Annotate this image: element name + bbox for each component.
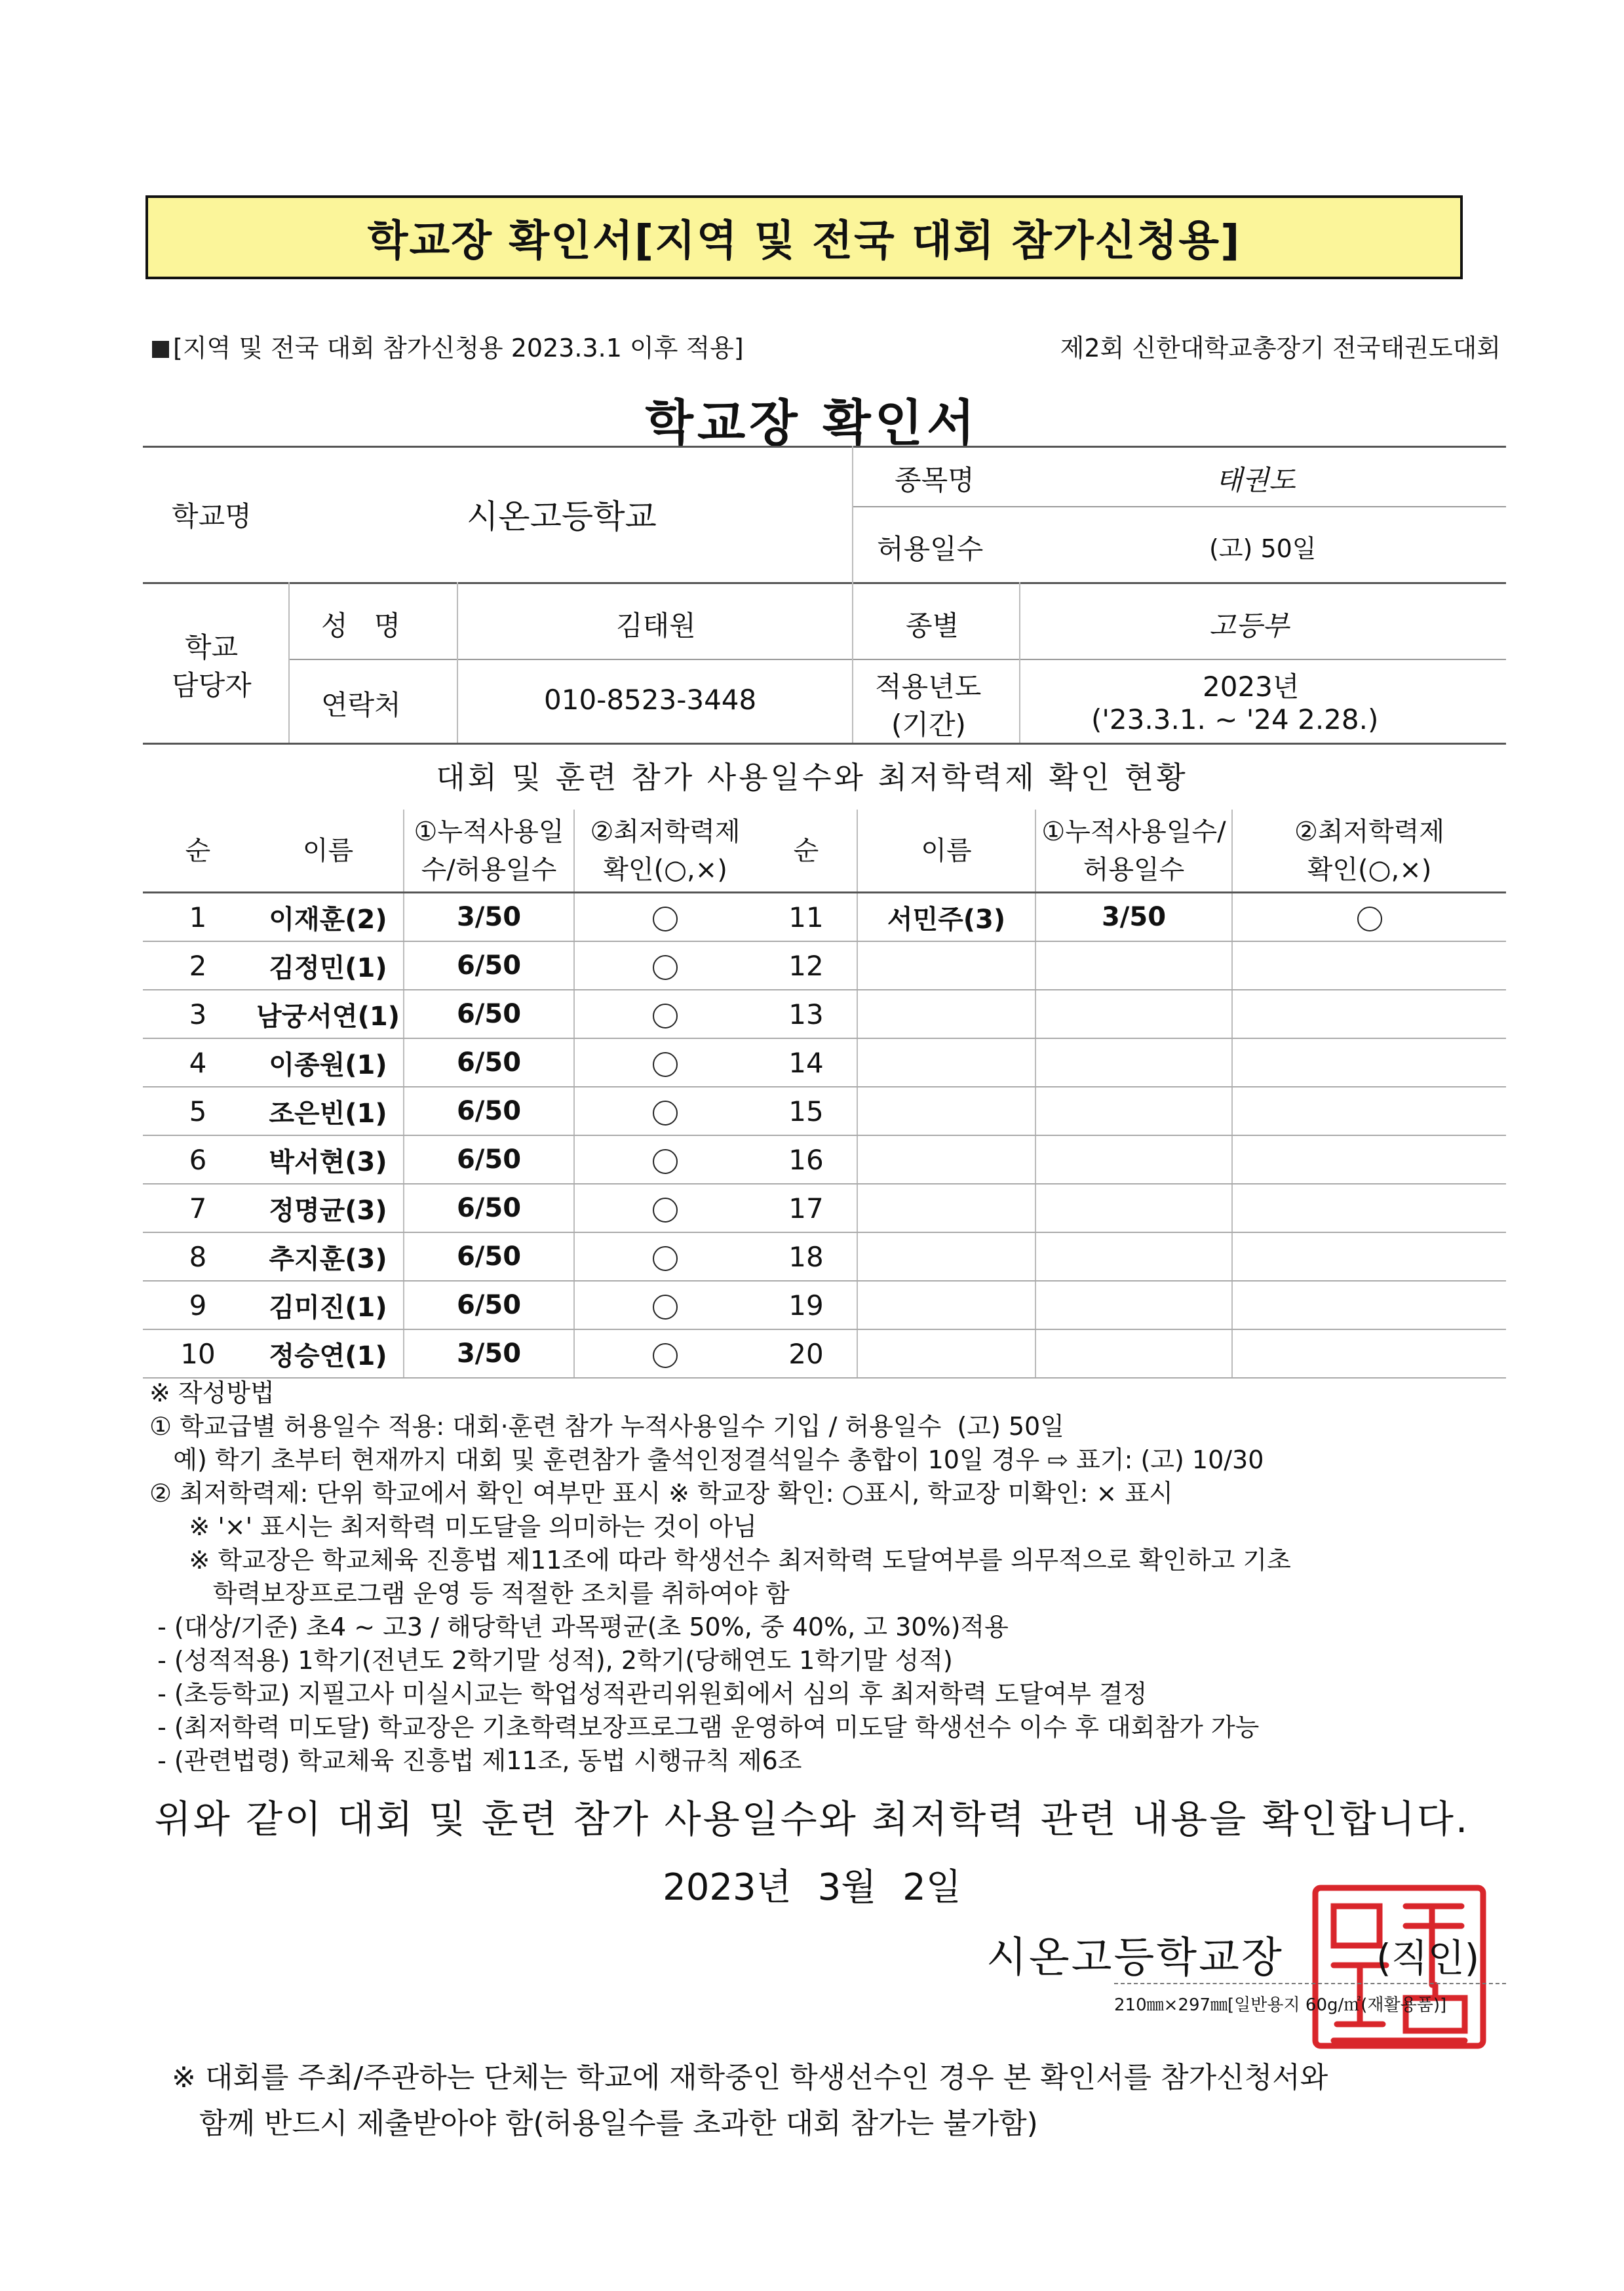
academic-check xyxy=(1232,990,1506,1038)
circle-mark-icon xyxy=(653,907,678,931)
athlete-name: 박서현(3) xyxy=(253,1135,404,1184)
section-title: 대회 및 훈련 참가 사용일수와 최저학력제 확인 현황 xyxy=(436,760,1188,795)
used-days xyxy=(1035,990,1232,1038)
row-number: 11 xyxy=(756,893,857,942)
row-number: 7 xyxy=(143,1184,253,1232)
table-row xyxy=(143,941,1506,990)
table-row xyxy=(143,990,1506,1038)
seal-label: (직인) xyxy=(1376,1936,1480,1980)
column-header-no: 순 xyxy=(756,810,857,893)
paper-size-note: 210㎜×297㎜[일반용지 60g/㎡(재활용품)] xyxy=(1114,1995,1447,2015)
athlete-name xyxy=(857,1038,1035,1087)
allowed-days-label: 허용일수 xyxy=(877,533,984,565)
row-number: 13 xyxy=(756,990,857,1038)
divider xyxy=(288,659,1506,660)
instruction-line: ※ 학교장은 학교체육 진흥법 제11조에 따라 학생선수 최저학력 도달여부를 의무적으로 확인하고 기초 xyxy=(149,1546,1291,1575)
athlete-name: 정승연(1) xyxy=(253,1329,404,1378)
athlete-name xyxy=(857,1281,1035,1329)
table-row xyxy=(143,1087,1506,1135)
used-days: 6/50 xyxy=(404,1087,574,1135)
application-note-text: [지역 및 전국 대회 참가신청용 2023.3.1 이후 적용] xyxy=(173,334,744,362)
divider xyxy=(288,582,290,743)
sport-label: 종목명 xyxy=(895,464,975,496)
row-number: 20 xyxy=(756,1329,857,1378)
application-note xyxy=(152,328,744,364)
academic-check xyxy=(1232,1135,1506,1184)
row-number: 16 xyxy=(756,1135,857,1184)
athlete-name: 이재훈(2) xyxy=(253,893,404,942)
divider xyxy=(852,446,853,743)
row-number: 18 xyxy=(756,1232,857,1281)
academic-check xyxy=(574,990,756,1038)
row-number: 1 xyxy=(143,893,253,942)
athlete-name xyxy=(857,1184,1035,1232)
period-value: ('23.3.1. ~ '24 2.28.) xyxy=(1091,703,1379,735)
divider xyxy=(143,582,1506,584)
document-title: 학교장 확인서 xyxy=(645,394,979,452)
academic-check xyxy=(574,1232,756,1281)
column-header-no: 순 xyxy=(143,810,253,893)
circle-mark-icon xyxy=(653,1149,678,1174)
used-days xyxy=(1035,1232,1232,1281)
used-days xyxy=(1035,1087,1232,1135)
column-header-used-days: ①누적사용일 수/허용일수 xyxy=(404,810,574,893)
row-number: 3 xyxy=(143,990,253,1038)
instruction-line: - (최저학력 미도달) 학교장은 기초학력보장프로그램 운영하여 미도달 학생선수 이수 후 대회참가 가능 xyxy=(149,1713,1260,1742)
row-number: 12 xyxy=(756,941,857,990)
document-date: 2023년 3월 2일 xyxy=(663,1866,961,1909)
circle-mark-icon xyxy=(653,955,678,980)
column-header-check: ②최저학력제 확인(○,×) xyxy=(1232,810,1506,893)
divider xyxy=(457,582,458,743)
contact-section-label: 학교 xyxy=(185,631,239,663)
column-header-name: 이름 xyxy=(857,810,1035,893)
circle-mark-icon xyxy=(653,1198,678,1223)
footer-note xyxy=(172,2055,1328,2147)
used-days: 3/50 xyxy=(1035,893,1232,942)
athlete-name xyxy=(857,990,1035,1038)
table-row xyxy=(143,1281,1506,1329)
category-label: 종별 xyxy=(906,610,959,642)
banner-title: 학교장 확인서[지역 및 전국 대회 참가신청용] xyxy=(145,195,1463,279)
row-number: 19 xyxy=(756,1281,857,1329)
row-number: 14 xyxy=(756,1038,857,1087)
used-days xyxy=(1035,1038,1232,1087)
category-value: 고등부 xyxy=(1209,610,1289,642)
instruction-line: 학력보장프로그램 운영 등 적절한 조치를 취하여야 함 xyxy=(149,1579,790,1608)
athlete-name: 김미진(1) xyxy=(253,1281,404,1329)
academic-check xyxy=(1232,1281,1506,1329)
athlete-name: 이종원(1) xyxy=(253,1038,404,1087)
used-days: 6/50 xyxy=(404,1184,574,1232)
table-row xyxy=(143,1232,1506,1281)
athlete-name xyxy=(857,941,1035,990)
athlete-name: 추지훈(3) xyxy=(253,1232,404,1281)
instruction-line: ※ '×' 표시는 최저학력 미도달을 의미하는 것이 아님 xyxy=(149,1512,757,1541)
divider xyxy=(852,506,1506,507)
circle-mark-icon xyxy=(653,1052,678,1077)
contact-name-label: 성 명 xyxy=(321,610,401,642)
academic-check xyxy=(574,1329,756,1378)
row-number: 5 xyxy=(143,1087,253,1135)
roster-table xyxy=(143,810,1506,1379)
table-row xyxy=(143,1038,1506,1087)
circle-mark-icon xyxy=(653,1343,678,1368)
school-name-label: 학교명 xyxy=(172,500,252,532)
row-number: 8 xyxy=(143,1232,253,1281)
year-value: 2023년 xyxy=(1203,671,1300,703)
circle-mark-icon xyxy=(653,1295,678,1320)
circle-mark-icon xyxy=(653,1004,678,1028)
contact-name: 김태원 xyxy=(616,610,696,642)
sport-value: 태권도 xyxy=(1216,464,1296,496)
instruction-line: - (관련법령) 학교체육 진흥법 제11조, 동법 시행규칙 제6조 xyxy=(149,1746,802,1775)
column-header-used-days: ①누적사용일수/ 허용일수 xyxy=(1035,810,1232,893)
athlete-name: 서민주(3) xyxy=(857,893,1035,942)
circle-mark-icon xyxy=(1357,907,1382,931)
used-days: 6/50 xyxy=(404,990,574,1038)
academic-check xyxy=(1232,893,1506,942)
athlete-name xyxy=(857,1135,1035,1184)
row-number: 10 xyxy=(143,1329,253,1378)
academic-check xyxy=(1232,1232,1506,1281)
contact-section-label: 담당자 xyxy=(172,669,252,701)
instruction-line: ① 학교급별 허용일수 적용: 대회·훈련 참가 누적사용일수 기입 / 허용일수 (고) 50일 xyxy=(149,1412,1064,1441)
athlete-name: 조은빈(1) xyxy=(253,1087,404,1135)
row-number: 2 xyxy=(143,941,253,990)
used-days: 6/50 xyxy=(404,1281,574,1329)
circle-mark-icon xyxy=(653,1101,678,1126)
school-name: 시온고등학교 xyxy=(467,498,657,536)
footer-line: 함께 반드시 제출받아야 함(허용일수를 초과한 대회 참가는 불가함) xyxy=(172,2107,1038,2140)
allowed-days-value: (고) 50일 xyxy=(1209,534,1317,563)
used-days xyxy=(1035,1135,1232,1184)
divider xyxy=(1019,582,1020,743)
circle-mark-icon xyxy=(653,1246,678,1271)
instruction-line: ② 최저학력제: 단위 학교에서 확인 여부만 표시 ※ 학교장 확인: ○표시, 학교장 미확인: × 표시 xyxy=(149,1479,1173,1508)
athlete-name xyxy=(857,1232,1035,1281)
used-days xyxy=(1035,1184,1232,1232)
used-days xyxy=(1035,1329,1232,1378)
used-days xyxy=(1035,1281,1232,1329)
academic-check xyxy=(574,1281,756,1329)
athlete-name: 정명균(3) xyxy=(253,1184,404,1232)
academic-check xyxy=(574,1038,756,1087)
year-label-period: (기간) xyxy=(891,709,966,741)
used-days xyxy=(1035,941,1232,990)
athlete-name: 남궁서연(1) xyxy=(253,990,404,1038)
footer-line: ※ 대회를 주최/주관하는 단체는 학교에 재학중인 학생선수인 경우 본 확인서를 참가신청서와 xyxy=(172,2061,1328,2094)
principal-signature: 시온고등학교장 xyxy=(986,1934,1284,1982)
instruction-line: ※ 작성방법 xyxy=(149,1379,275,1407)
used-days: 6/50 xyxy=(404,1232,574,1281)
athlete-name xyxy=(857,1087,1035,1135)
instruction-line: - (성적적용) 1학기(전년도 2학기말 성적), 2학기(당해연도 1학기말 성적) xyxy=(149,1646,953,1675)
column-header-name: 이름 xyxy=(253,810,404,893)
academic-check xyxy=(1232,1184,1506,1232)
used-days: 3/50 xyxy=(404,893,574,942)
table-row xyxy=(143,1184,1506,1232)
academic-check xyxy=(1232,941,1506,990)
row-number: 6 xyxy=(143,1135,253,1184)
table-row xyxy=(143,893,1506,942)
divider xyxy=(1114,1983,1506,1984)
divider xyxy=(143,446,1506,448)
used-days: 6/50 xyxy=(404,941,574,990)
instruction-line: - (초등학교) 지필고사 미실시교는 학업성적관리위원회에서 심의 후 최저학력 도달여부 결정 xyxy=(149,1679,1148,1708)
academic-check xyxy=(1232,1087,1506,1135)
used-days: 6/50 xyxy=(404,1038,574,1087)
academic-check xyxy=(1232,1038,1506,1087)
instruction-line: - (대상/기준) 초4 ~ 고3 / 해당학년 과목평균(초 50%, 중 40%, 고 30%)적용 xyxy=(149,1613,1009,1641)
instructions xyxy=(149,1377,1291,1778)
row-number: 9 xyxy=(143,1281,253,1329)
academic-check xyxy=(574,941,756,990)
year-label: 적용년도 xyxy=(875,671,982,703)
square-bullet-icon xyxy=(152,341,169,358)
academic-check xyxy=(574,1087,756,1135)
table-header-row xyxy=(143,810,1506,893)
used-days: 6/50 xyxy=(404,1135,574,1184)
contact-phone: 010-8523-3448 xyxy=(544,684,757,716)
academic-check xyxy=(1232,1329,1506,1378)
confirmation-statement: 위와 같이 대회 및 훈련 참가 사용일수와 최저학력 관련 내용을 확인합니다. xyxy=(154,1797,1470,1841)
athlete-name xyxy=(857,1329,1035,1378)
athlete-name: 김정민(1) xyxy=(253,941,404,990)
divider xyxy=(143,743,1506,745)
academic-check xyxy=(574,1184,756,1232)
row-number: 15 xyxy=(756,1087,857,1135)
contact-phone-label: 연락처 xyxy=(321,689,401,721)
instruction-line: 예) 학기 초부터 현재까지 대회 및 훈련참가 출석인정결석일수 총합이 10일 경우 ⇨ 표기: (고) 10/30 xyxy=(149,1445,1264,1474)
column-header-check: ②최저학력제 확인(○,×) xyxy=(574,810,756,893)
table-row xyxy=(143,1329,1506,1378)
academic-check xyxy=(574,1135,756,1184)
row-number: 17 xyxy=(756,1184,857,1232)
table-row xyxy=(143,1135,1506,1184)
event-name: 제2회 신한대학교총장기 전국태권도대회 xyxy=(1060,334,1501,362)
used-days: 3/50 xyxy=(404,1329,574,1378)
academic-check xyxy=(574,893,756,942)
row-number: 4 xyxy=(143,1038,253,1087)
